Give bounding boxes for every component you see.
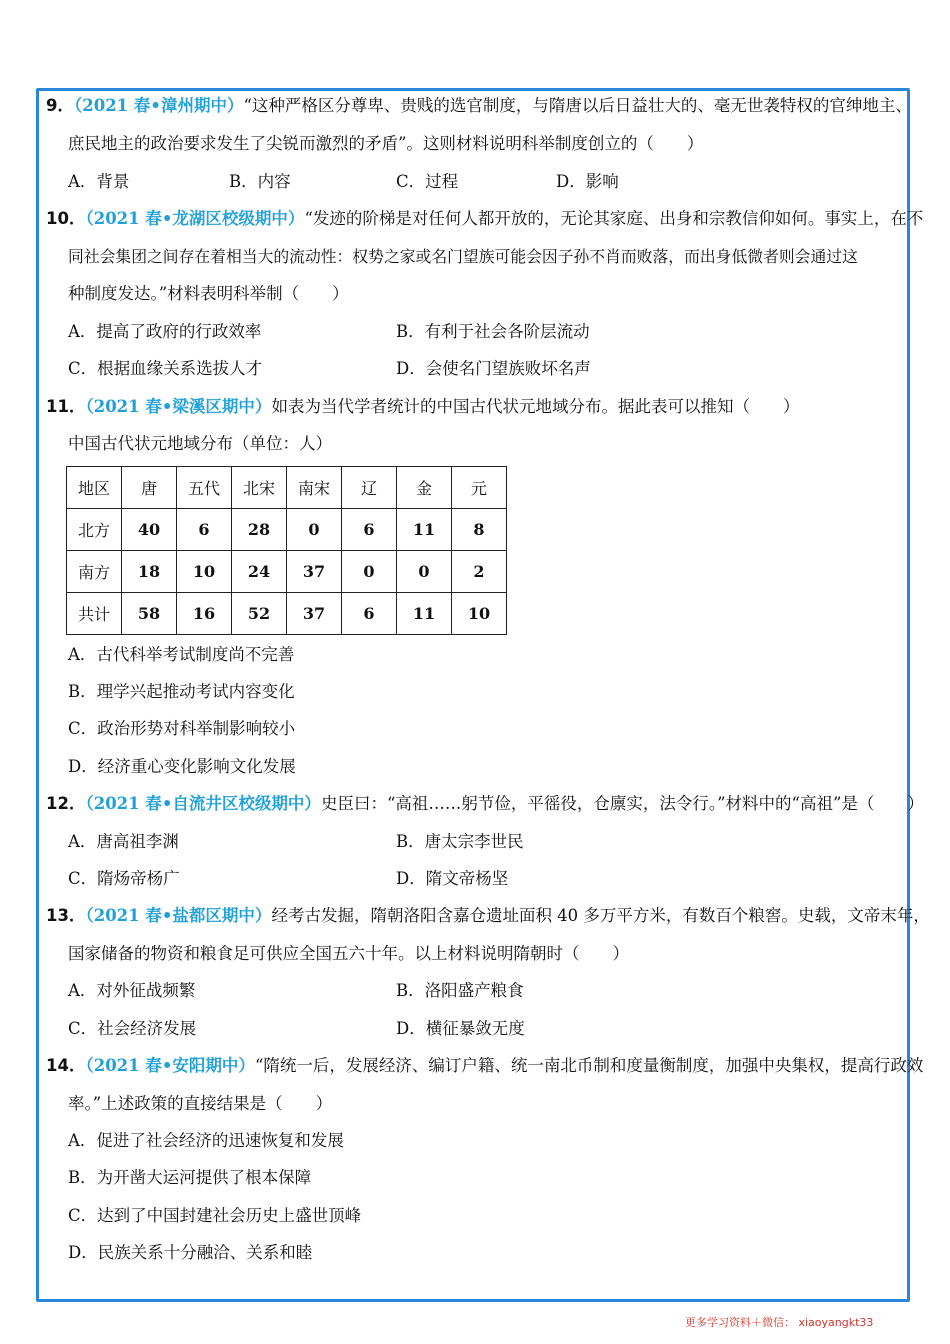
q12-stem-line-1: [46, 792, 924, 816]
table-row: [67, 551, 507, 593]
table-cell: 28: [232, 509, 287, 551]
table-row: [67, 593, 507, 635]
q11-stem-1: 如表为当代学者统计的中国古代状元地域分布。据此表可以推知（ ）: [271, 397, 800, 416]
table-header-cell: 辽: [342, 467, 397, 509]
q14-option-c[interactable]: C．达到了中国封建社会历史上盛世顶峰: [68, 1206, 362, 1225]
q14-option-b[interactable]: B．为开凿大运河提供了根本保障: [68, 1168, 312, 1187]
q12-option-b[interactable]: B．唐太宗李世民: [396, 832, 524, 851]
q10-stem-line-1: [46, 207, 923, 231]
q9-source: （2021 春•漳州期中）: [73, 96, 244, 115]
table-cell: 16: [177, 593, 232, 635]
q14-option-a[interactable]: A．促进了社会经济的迅速恢复和发展: [68, 1131, 344, 1150]
q13-stem-1: 经考古发掘，隋朝洛阳含嘉仓遗址面积 40 多万平方米，有数百个粮窖。史载，文帝末年，: [271, 906, 930, 925]
table-cell: 37: [287, 593, 342, 635]
table-header-cell: 唐: [122, 467, 177, 509]
q9-number: 9．: [46, 96, 74, 115]
q14-stem-line-1: [46, 1054, 923, 1078]
q10-stem-1: “发迹的阶梯是对任何人都开放的，无论其家庭、出身和宗教信仰如何。事实上，在不: [304, 209, 924, 228]
q13-option-a[interactable]: A．对外征战频繁: [68, 981, 196, 1000]
q13-stem-2: 国家储备的物资和粮食足可供应全国五六十年。以上材料说明隋朝时（ ）: [68, 944, 629, 963]
table-cell: 6: [177, 509, 232, 551]
table-cell: 58: [122, 593, 177, 635]
q11-option-a[interactable]: A．古代科举考试制度尚不完善: [68, 645, 295, 664]
table-cell: 2: [452, 551, 507, 593]
q10-number: 10．: [46, 209, 86, 228]
q13-source: （2021 春•盐都区期中）: [85, 906, 272, 925]
table-cell: 24: [232, 551, 287, 593]
table-header-cell: 北宋: [232, 467, 287, 509]
q10-option-a[interactable]: A．提高了政府的行政效率: [68, 322, 262, 341]
zhuangyuan-distribution-table: [66, 466, 507, 635]
q12-option-c[interactable]: C．隋炀帝杨广: [68, 869, 180, 888]
table-cell: 0: [287, 509, 342, 551]
q9-option-b[interactable]: B．内容: [229, 172, 291, 191]
q12-source: （2021 春•自流井区校级期中）: [85, 794, 321, 813]
table-cell: 11: [397, 593, 452, 635]
q10-source: （2021 春•龙湖区校级期中）: [85, 209, 305, 228]
table-cell: 6: [342, 593, 397, 635]
q11-option-c[interactable]: C．政治形势对科举制影响较小: [68, 719, 296, 738]
table-cell: 南方: [67, 551, 122, 593]
table-cell: 10: [452, 593, 507, 635]
table-row: [67, 509, 507, 551]
table-cell: 40: [122, 509, 177, 551]
q13-number: 13．: [46, 906, 86, 925]
q11-option-b[interactable]: B．理学兴起推动考试内容变化: [68, 682, 295, 701]
q13-stem-line-1: [46, 904, 930, 928]
footer-watermark: 更多学习资料＋微信： xiaoyangkt33: [685, 1316, 874, 1329]
q10-option-b[interactable]: B．有利于社会各阶层流动: [396, 322, 590, 341]
table-cell: 0: [397, 551, 452, 593]
q9-option-a[interactable]: A．背景: [68, 172, 130, 191]
q14-stem-2: 率。”上述政策的直接结果是（ ）: [68, 1094, 333, 1113]
table-cell: 6: [342, 509, 397, 551]
q9-option-d[interactable]: D．影响: [556, 172, 619, 191]
q10-option-c[interactable]: C．根据血缘关系选拔人才: [68, 359, 263, 378]
q10-stem-3: 种制度发达。”材料表明科举制（ ）: [68, 284, 349, 303]
q13-option-d[interactable]: D．横征暴敛无度: [396, 1019, 525, 1038]
table-cell: 10: [177, 551, 232, 593]
table-cell: 0: [342, 551, 397, 593]
q11-table-title: 中国古代状元地域分布（单位：人）: [68, 434, 332, 453]
q13-option-c[interactable]: C．社会经济发展: [68, 1019, 197, 1038]
q11-source: （2021 春•梁溪区期中）: [85, 397, 272, 416]
q11-number: 11．: [46, 397, 86, 416]
table-header-cell: 地区: [67, 467, 122, 509]
q14-source: （2021 春•安阳期中）: [85, 1056, 255, 1075]
table-header-cell: 五代: [177, 467, 232, 509]
q14-number: 14．: [46, 1056, 86, 1075]
table-header-cell: 元: [452, 467, 507, 509]
table-header-cell: 金: [397, 467, 452, 509]
table-cell: 8: [452, 509, 507, 551]
q12-option-d[interactable]: D．隋文帝杨坚: [396, 869, 509, 888]
q12-stem-1: 史臣曰：“高祖……躬节俭，平徭役，仓廪实，法令行。”材料中的“高祖”是（ ）: [320, 794, 924, 813]
table-cell: 11: [397, 509, 452, 551]
q11-stem-line-1: [46, 395, 799, 419]
q13-option-b[interactable]: B．洛阳盛产粮食: [396, 981, 524, 1000]
q14-stem-1: “隋统一后，发展经济、编订户籍、统一南北币制和度量衡制度，加强中央集权，提高行政效: [254, 1056, 924, 1075]
q9-stem-line-1: [46, 94, 912, 118]
q14-option-d[interactable]: D．民族关系十分融洽、关系和睦: [68, 1243, 313, 1262]
q9-stem-1: “这种严格区分尊卑、贵贱的选官制度，与隋唐以后日益壮大的、毫无世袭特权的官绅地主、: [243, 96, 912, 115]
q10-stem-2: 同社会集团之间存在着相当大的流动性：权势之家或名门望族可能会因子孙不肖而败落，而出身低微者则会通过这: [68, 247, 858, 266]
q11-option-d[interactable]: D．经济重心变化影响文化发展: [68, 757, 296, 776]
table-cell: 北方: [67, 509, 122, 551]
table-cell: 37: [287, 551, 342, 593]
table-cell: 共计: [67, 593, 122, 635]
q12-option-a[interactable]: A．唐高祖李渊: [68, 832, 179, 851]
table-header-cell: 南宋: [287, 467, 342, 509]
q10-option-d[interactable]: D．会使名门望族败坏名声: [396, 359, 591, 378]
q9-stem-2: 庶民地主的政治要求发生了尖锐而激烈的矛盾”。这则材料说明科举制度创立的（ ）: [68, 134, 704, 153]
q9-option-c[interactable]: C．过程: [396, 172, 459, 191]
table-header-row: [67, 467, 507, 509]
table-cell: 52: [232, 593, 287, 635]
q12-number: 12．: [46, 794, 86, 813]
table-cell: 18: [122, 551, 177, 593]
